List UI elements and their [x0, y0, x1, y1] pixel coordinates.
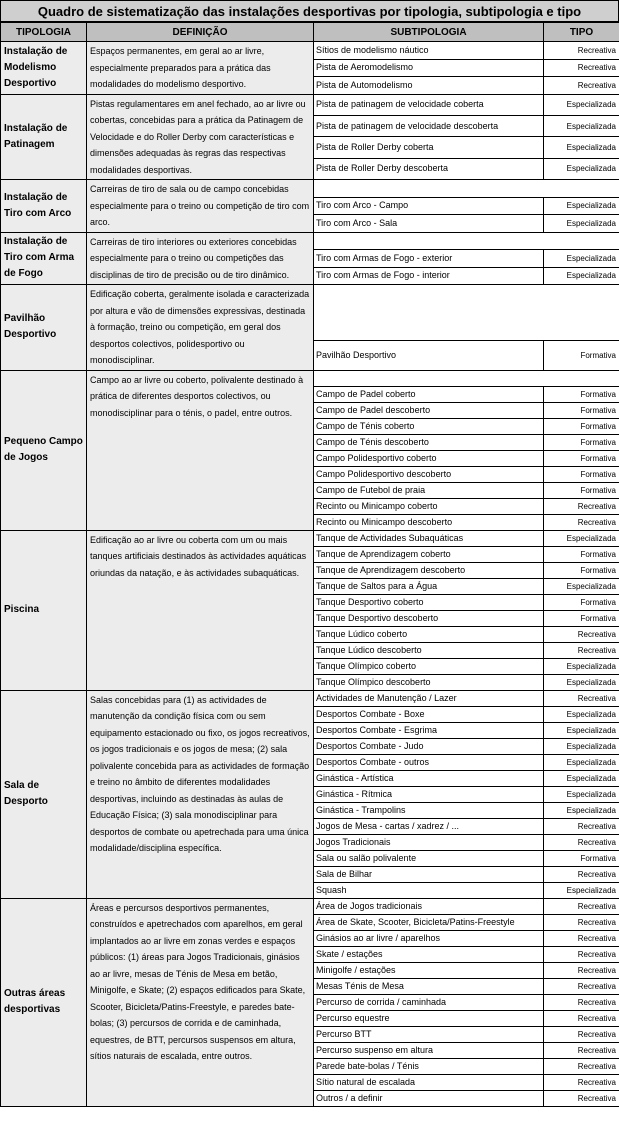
subtipologia-cell: Jogos Tradicionais: [314, 834, 544, 850]
tipologia-cell: Pavilhão Desportivo: [1, 285, 87, 371]
table-row: [1, 94, 619, 115]
tipo-cell: Formativa: [544, 341, 619, 370]
subtipologia-cell: Campo de Ténis descoberto: [314, 434, 544, 450]
tipo-cell: Formativa: [544, 610, 619, 626]
tipo-cell: Especializada: [544, 882, 619, 898]
subtipologia-cell: Campo Polidesportivo coberto: [314, 450, 544, 466]
subtipologia-cell: Tanque Olímpico descoberto: [314, 674, 544, 690]
subtipologia-cell: Pista de Automodelismo: [314, 77, 544, 95]
definicao-cell: Carreiras de tiro interiores ou exteriores concebidas especialmente para o treino ou competições das disciplinas de tiro de precisão ou de tiro dinâmico.: [87, 232, 314, 285]
subtipologia-cell: Tiro com Arco - Sala: [314, 215, 544, 233]
tipo-cell: Recreativa: [544, 1010, 619, 1026]
tipo-cell: Especializada: [544, 578, 619, 594]
header-subtipologia: SUBTIPOLOGIA: [314, 23, 544, 42]
table-title: Quadro de sistematização das instalações desportivas por tipologia, subtipologia e tipo: [0, 0, 619, 22]
tipo-cell: Recreativa: [544, 866, 619, 882]
tipo-cell: Formativa: [544, 402, 619, 418]
subtipologia-cell: Campo de Padel descoberto: [314, 402, 544, 418]
subtipologia-cell: Jogos de Mesa - cartas / xadrez / ...: [314, 818, 544, 834]
tipo-cell: Recreativa: [544, 1058, 619, 1074]
definicao-cell: Pistas regulamentares em anel fechado, ao ar livre ou cobertas, concebidas para a prática da Patinagem de Velocidade e do Roller Derby com características e dimensões adequadas às regras das respectivas modalidades desportivas.: [87, 94, 314, 180]
subtipologia-cell: Pista de Roller Derby descoberta: [314, 158, 544, 179]
tipo-cell: Especializada: [544, 137, 619, 158]
subtipologia-cell: Tanque de Aprendizagem descoberto: [314, 562, 544, 578]
tipo-cell: Formativa: [544, 562, 619, 578]
blank-cell: [314, 370, 619, 386]
subtipologia-cell: Recinto ou Minicampo coberto: [314, 498, 544, 514]
tipologia-cell: Instalação de Modelismo Desportivo: [1, 42, 87, 95]
subtipologia-cell: Pista de Aeromodelismo: [314, 59, 544, 77]
blank-cell: [314, 232, 619, 250]
tipo-cell: Formativa: [544, 546, 619, 562]
subtipologia-cell: Tanque de Aprendizagem coberto: [314, 546, 544, 562]
subtipologia-cell: Tanque Desportivo coberto: [314, 594, 544, 610]
tipo-cell: Especializada: [544, 530, 619, 546]
subtipologia-cell: Outros / a definir: [314, 1090, 544, 1106]
table-row-spacer: [1, 285, 619, 313]
tipo-cell: Recreativa: [544, 626, 619, 642]
tipologia-cell: Instalação de Tiro com Arma de Fogo: [1, 232, 87, 285]
tipo-cell: Formativa: [544, 418, 619, 434]
tipo-cell: Recreativa: [544, 994, 619, 1010]
table-row: [1, 530, 619, 546]
subtipologia-cell: Squash: [314, 882, 544, 898]
subtipologia-cell: Sítio natural de escalada: [314, 1074, 544, 1090]
tipo-cell: Formativa: [544, 450, 619, 466]
tipologia-cell: Instalação de Tiro com Arco: [1, 180, 87, 233]
definicao-cell: Espaços permanentes, em geral ao ar livre, especialmente preparados para a prática das modalidades do modelismo desportivo.: [87, 42, 314, 95]
tipo-cell: Recreativa: [544, 77, 619, 95]
subtipologia-cell: Pavilhão Desportivo: [314, 341, 544, 370]
subtipologia-cell: Campo Polidesportivo descoberto: [314, 466, 544, 482]
subtipologia-cell: Tanque de Actividades Subaquáticas: [314, 530, 544, 546]
tipo-cell: Formativa: [544, 434, 619, 450]
tipologia-cell: Instalação de Patinagem: [1, 94, 87, 180]
tipo-cell: Recreativa: [544, 1026, 619, 1042]
tipo-cell: Recreativa: [544, 914, 619, 930]
blank-cell: [314, 285, 619, 313]
tipo-cell: Especializada: [544, 94, 619, 115]
tipo-cell: Especializada: [544, 215, 619, 233]
subtipologia-cell: Mesas Ténis de Mesa: [314, 978, 544, 994]
table-row-spacer: [1, 232, 619, 250]
subtipologia-cell: Sítios de modelismo náutico: [314, 42, 544, 60]
subtipologia-cell: Tanque Olímpico coberto: [314, 658, 544, 674]
subtipologia-cell: Actividades de Manutenção / Lazer: [314, 690, 544, 706]
tipo-cell: Especializada: [544, 802, 619, 818]
subtipologia-cell: Minigolfe / estações: [314, 962, 544, 978]
tipo-cell: Especializada: [544, 754, 619, 770]
subtipologia-cell: Percurso equestre: [314, 1010, 544, 1026]
definicao-cell: Campo ao ar livre ou coberto, polivalente destinado à prática de diferentes desportos colectivos, ou monodisciplinar para o ténis, o padel, entre outros.: [87, 370, 314, 530]
tipo-cell: Recreativa: [544, 1090, 619, 1106]
tipo-cell: Recreativa: [544, 818, 619, 834]
subtipologia-cell: Tanque Desportivo descoberto: [314, 610, 544, 626]
subtipologia-cell: Percurso suspenso em altura: [314, 1042, 544, 1058]
tipo-cell: Formativa: [544, 850, 619, 866]
definicao-cell: Carreiras de tiro de sala ou de campo concebidas especialmente para o treino ou competição de tiro com arco.: [87, 180, 314, 233]
tipo-cell: Recreativa: [544, 834, 619, 850]
subtipologia-cell: Campo de Futebol de praia: [314, 482, 544, 498]
definicao-cell: Salas concebidas para (1) as actividades de manutenção da condição física com ou sem equipamento estacionado ou fixo, os jogos recreativos, os jogos tradicionais e os jogos de mesa; (2) sala polivalente concebida para as actividades de formação e treino no âmbito de diferentes modalidades desportivas, incluindo as destinadas às aulas de Educação Física; (3) sala monodisciplinar para desportos de combate ou apetrechada para uma única modalidade/disciplina específica.: [87, 690, 314, 898]
tipo-cell: Recreativa: [544, 946, 619, 962]
tipologia-cell: Sala de Desporto: [1, 690, 87, 898]
table-row: [1, 898, 619, 914]
definicao-cell: Edificação coberta, geralmente isolada e caracterizada por altura e vão de dimensões expressivas, destinada à formação, treino ou competição, em geral dos desportos colectivos, polidesportivo ou monodisciplinar.: [87, 285, 314, 371]
tipo-cell: Especializada: [544, 115, 619, 136]
subtipologia-cell: Área de Skate, Scooter, Bicicleta/Patins-Freestyle: [314, 914, 544, 930]
tipo-cell: Recreativa: [544, 962, 619, 978]
tipo-cell: Recreativa: [544, 514, 619, 530]
table-row: [1, 690, 619, 706]
tipo-cell: Formativa: [544, 482, 619, 498]
subtipologia-cell: Tiro com Armas de Fogo - interior: [314, 267, 544, 285]
table-row-spacer: [1, 180, 619, 198]
tipo-cell: Recreativa: [544, 642, 619, 658]
table-body: [1, 42, 619, 1107]
subtipologia-cell: Pista de Roller Derby coberta: [314, 137, 544, 158]
tipo-cell: Formativa: [544, 594, 619, 610]
subtipologia-cell: Tanque Lúdico descoberto: [314, 642, 544, 658]
tipo-cell: Recreativa: [544, 930, 619, 946]
tipo-cell: Especializada: [544, 658, 619, 674]
blank-cell: [314, 313, 619, 341]
subtipologia-cell: Desportos Combate - Esgrima: [314, 722, 544, 738]
subtipologia-cell: Percurso de corrida / caminhada: [314, 994, 544, 1010]
subtipologia-cell: Skate / estações: [314, 946, 544, 962]
tipo-cell: Recreativa: [544, 1042, 619, 1058]
subtipologia-cell: Sala de Bilhar: [314, 866, 544, 882]
tipo-cell: Recreativa: [544, 898, 619, 914]
header-definicao: DEFINIÇÃO: [87, 23, 314, 42]
subtipologia-cell: Sala ou salão polivalente: [314, 850, 544, 866]
tipo-cell: Especializada: [544, 267, 619, 285]
tipo-cell: Recreativa: [544, 1074, 619, 1090]
tipo-cell: Especializada: [544, 722, 619, 738]
tipo-cell: Especializada: [544, 250, 619, 268]
tipo-cell: Recreativa: [544, 498, 619, 514]
definicao-cell: Áreas e percursos desportivos permanentes, construídos e apetrechados com aparelhos, em geral implantados ao ar livre em zonas verdes e espaços públicos: (1) áreas para Jogos Tradicionais, ginásios ao ar livre, mesas de Ténis de Mesa em betão, Minigolfe, e Skate; (2) espaços edificados para Skate, Scooter, Bicicleta/Patins-Freestyle, e paredes bate-bolas; (3) percursos de corrida e de caminhada, equestres, de BTT, percursos suspensos em altura, sítios naturais de escalada, entre outros.: [87, 898, 314, 1106]
subtipologia-cell: Pista de patinagem de velocidade coberta: [314, 94, 544, 115]
tipo-cell: Formativa: [544, 386, 619, 402]
subtipologia-cell: Pista de patinagem de velocidade descoberta: [314, 115, 544, 136]
subtipologia-cell: Área de Jogos tradicionais: [314, 898, 544, 914]
subtipologia-cell: Recinto ou Minicampo descoberto: [314, 514, 544, 530]
tipo-cell: Especializada: [544, 158, 619, 179]
subtipologia-cell: Desportos Combate - Boxe: [314, 706, 544, 722]
header-row: [1, 23, 619, 42]
tipo-cell: Especializada: [544, 770, 619, 786]
subtipologia-cell: Ginástica - Rítmica: [314, 786, 544, 802]
header-tipologia: TIPOLOGIA: [1, 23, 87, 42]
tipo-cell: Recreativa: [544, 690, 619, 706]
subtipologia-cell: Tanque de Saltos para a Água: [314, 578, 544, 594]
subtipologia-cell: Percurso BTT: [314, 1026, 544, 1042]
subtipologia-cell: Campo de Padel coberto: [314, 386, 544, 402]
subtipologia-cell: Ginástica - Trampolins: [314, 802, 544, 818]
tipo-cell: Especializada: [544, 738, 619, 754]
subtipologia-cell: Desportos Combate - outros: [314, 754, 544, 770]
table-row: [1, 42, 619, 60]
tipo-cell: Recreativa: [544, 59, 619, 77]
tipo-cell: Recreativa: [544, 978, 619, 994]
tipo-cell: Especializada: [544, 197, 619, 215]
tipo-cell: Especializada: [544, 674, 619, 690]
tipologia-cell: Pequeno Campo de Jogos: [1, 370, 87, 530]
classification-table: [0, 22, 619, 1107]
tipo-cell: Especializada: [544, 706, 619, 722]
subtipologia-cell: Ginásios ao ar livre / aparelhos: [314, 930, 544, 946]
subtipologia-cell: Campo de Ténis coberto: [314, 418, 544, 434]
subtipologia-cell: Parede bate-bolas / Ténis: [314, 1058, 544, 1074]
subtipologia-cell: Tiro com Arco - Campo: [314, 197, 544, 215]
header-tipo: TIPO: [544, 23, 619, 42]
subtipologia-cell: Ginástica - Artística: [314, 770, 544, 786]
table-row-spacer: [1, 370, 619, 386]
blank-cell: [314, 180, 619, 198]
definicao-cell: Edificação ao ar livre ou coberta com um ou mais tanques artificiais destinados às actividades aquáticas oriundas da natação, e às actividades subaquáticas.: [87, 530, 314, 690]
tipo-cell: Recreativa: [544, 42, 619, 60]
subtipologia-cell: Tiro com Armas de Fogo - exterior: [314, 250, 544, 268]
tipologia-cell: Piscina: [1, 530, 87, 690]
tipologia-cell: Outras áreas desportivas: [1, 898, 87, 1106]
subtipologia-cell: Desportos Combate - Judo: [314, 738, 544, 754]
tipo-cell: Formativa: [544, 466, 619, 482]
tipo-cell: Especializada: [544, 786, 619, 802]
subtipologia-cell: Tanque Lúdico coberto: [314, 626, 544, 642]
